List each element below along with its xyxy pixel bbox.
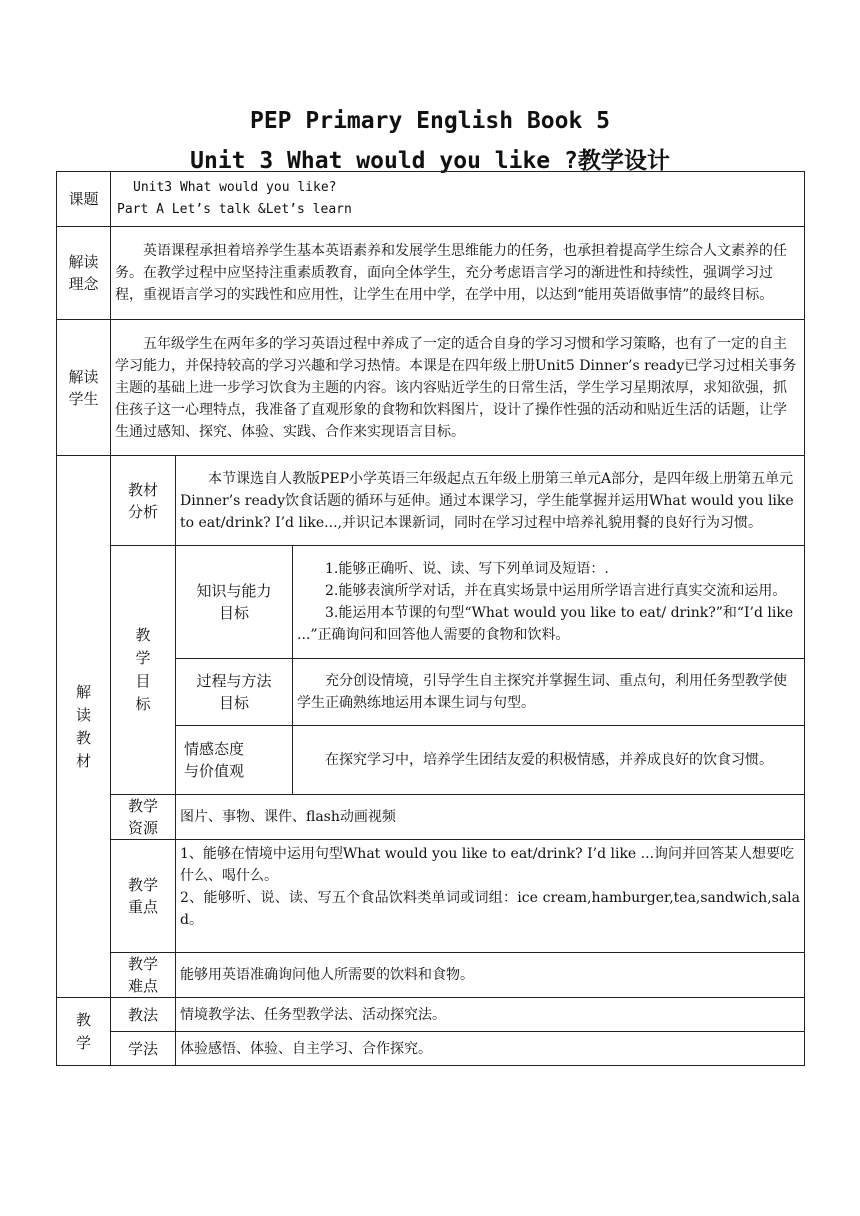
difficulty-row xyxy=(57,953,805,998)
material-side-char-3: 教 xyxy=(75,728,91,747)
analysis-row xyxy=(57,456,805,546)
methods-side-char-1: 教 xyxy=(75,1010,91,1029)
emotion-label-2: 与价值观 xyxy=(184,762,245,780)
methods-side-label xyxy=(57,998,111,1066)
goals-side-label xyxy=(111,546,176,795)
material-side-char-2: 读 xyxy=(75,705,91,724)
lesson-plan-table xyxy=(56,171,805,1066)
students-row xyxy=(57,320,805,456)
knowledge-label-1: 知识与能力 xyxy=(196,582,272,600)
concept-row xyxy=(57,227,805,320)
difficulty-label-2: 难点 xyxy=(127,977,158,995)
key-point-1: 1、能够在情境中运用句型What would you like to eat/drink? I’d like ...询问并回答某人想要吃什么、喝什么。 xyxy=(180,846,795,884)
concept-label-1: 解读 xyxy=(68,253,99,271)
teaching-method-row xyxy=(57,998,805,1032)
students-text: 五年级学生在两年多的学习英语过程中养成了一定的适合自身的学习习惯和学习策略，也有了一定的自主学习能力，并保持较高的学习兴趣和学习热情。本课是在四年级上册Unit5 Dinner’s ready已学习过相关事务主题的基础上进一步学习饮食为主题的内容。该内容贴近学生的日常生活，学生学习星期浓厚，求知欲强，抓住孩子这一心理特点，我准备了直观形象的食物和饮料图片，设计了操作性强的活动和贴近生活的话题，让学生通过感知、探究、体验、实践、合作来实现语言目标。 xyxy=(111,320,805,456)
emotion-text: 在探究学习中，培养学生团结友爱的积极情感，并养成良好的饮食习惯。 xyxy=(293,726,805,795)
knowledge-label-2: 目标 xyxy=(218,604,249,622)
material-side-char-1: 解 xyxy=(75,682,91,701)
knowledge-text xyxy=(293,546,805,659)
process-label-1: 过程与方法 xyxy=(196,672,272,690)
goals-side-char-1: 教 xyxy=(135,626,151,644)
resources-text: 图片、事物、课件、flash动画视频 xyxy=(176,795,805,840)
learning-method-row xyxy=(57,1032,805,1066)
difficulty-label-1: 教学 xyxy=(127,955,158,973)
topic-row xyxy=(57,172,805,227)
topic-content xyxy=(111,172,805,227)
teaching-method-label: 教法 xyxy=(111,998,176,1032)
difficulty-label xyxy=(111,953,176,998)
topic-line-2: Part A Let’s talk &Let’s learn xyxy=(117,202,352,217)
concept-label xyxy=(57,227,111,320)
key-points-label xyxy=(111,840,176,953)
teaching-method-text: 情境教学法、任务型教学法、活动探究法。 xyxy=(176,998,805,1032)
document-title: PEP Primary English Book 5 xyxy=(249,108,611,134)
material-side-label xyxy=(57,456,111,998)
goals-side-char-3: 目 xyxy=(135,672,151,690)
methods-side-char-2: 学 xyxy=(75,1033,91,1052)
analysis-label-1: 教材 xyxy=(127,480,158,499)
resources-row xyxy=(57,795,805,840)
goals-side-char-4: 标 xyxy=(135,695,151,713)
knowledge-label xyxy=(176,546,293,659)
knowledge-row xyxy=(57,546,805,659)
key-points-row xyxy=(57,840,805,953)
process-label-2: 目标 xyxy=(218,694,249,712)
topic-label: 课题 xyxy=(57,172,111,227)
students-label-1: 解读 xyxy=(68,367,99,386)
key-point-2: 2、能够听、说、读、写五个食品饮料类单词或词组：ice cream,hamburger,tea,sandwich,salad。 xyxy=(180,890,800,928)
key-points-label-1: 教学 xyxy=(127,876,158,894)
topic-line-1: Unit3 What would you like? xyxy=(133,180,337,195)
document-subtitle: Unit 3 What would you like ?教学设计 xyxy=(190,148,670,174)
process-text: 充分创设情境，引导学生自主探究并掌握生词、重点句，利用任务型教学使学生正确熟练地运用本课生词与句型。 xyxy=(293,659,805,726)
process-label xyxy=(176,659,293,726)
knowledge-item-1: 1.能够正确听、说、读、写下列单词及短语：. xyxy=(325,561,609,577)
key-points-text xyxy=(176,840,805,953)
difficulty-text: 能够用英语准确询问他人所需要的饮料和食物。 xyxy=(176,953,805,998)
knowledge-item-2: 2.能够表演所学对话，并在真实场景中运用所学语言进行真实交流和运用。 xyxy=(325,583,787,599)
learning-method-text: 体验感悟、体验、自主学习、合作探究。 xyxy=(176,1032,805,1066)
learning-method-label: 学法 xyxy=(111,1032,176,1066)
concept-text: 英语课程承担着培养学生基本英语素养和发展学生思维能力的任务，也承担着提高学生综合人文素养的任务。在教学过程中应坚持注重素质教育，面向全体学生，充分考虑语言学习的渐进性和持续性，强调学习过程，重视语言学习的实践性和应用性，让学生在用中学，在学中用，以达到“能用英语做事情”的最终目标。 xyxy=(111,227,805,320)
students-label-2: 学生 xyxy=(68,389,99,408)
key-points-label-2: 重点 xyxy=(127,898,158,916)
concept-label-2: 理念 xyxy=(68,275,99,293)
analysis-text: 本节课选自人教版PEP小学英语三年级起点五年级上册第三单元A部分，是四年级上册第五单元Dinner’s ready饮食话题的循环与延伸。通过本课学习，学生能掌握并运用What would you like to eat/drink? I’d like...,并识记本课新词，同时在学习过程中培养礼貌用餐的良好行为习惯。 xyxy=(176,456,805,546)
resources-label-2: 资源 xyxy=(127,819,158,837)
goals-side-char-2: 学 xyxy=(135,649,151,667)
analysis-label-2: 分析 xyxy=(127,502,158,521)
knowledge-item-3: 3.能运用本节课的句型“What would you like to eat/ drink?”和“I’d like ...”正确询问和回答他人需要的食物和饮料。 xyxy=(297,605,794,643)
resources-label xyxy=(111,795,176,840)
emotion-label-1: 情感态度 xyxy=(184,740,245,758)
students-label xyxy=(57,320,111,456)
resources-label-1: 教学 xyxy=(127,797,158,815)
material-side-char-4: 材 xyxy=(75,751,91,770)
emotion-label xyxy=(176,726,293,795)
analysis-label xyxy=(111,456,176,546)
